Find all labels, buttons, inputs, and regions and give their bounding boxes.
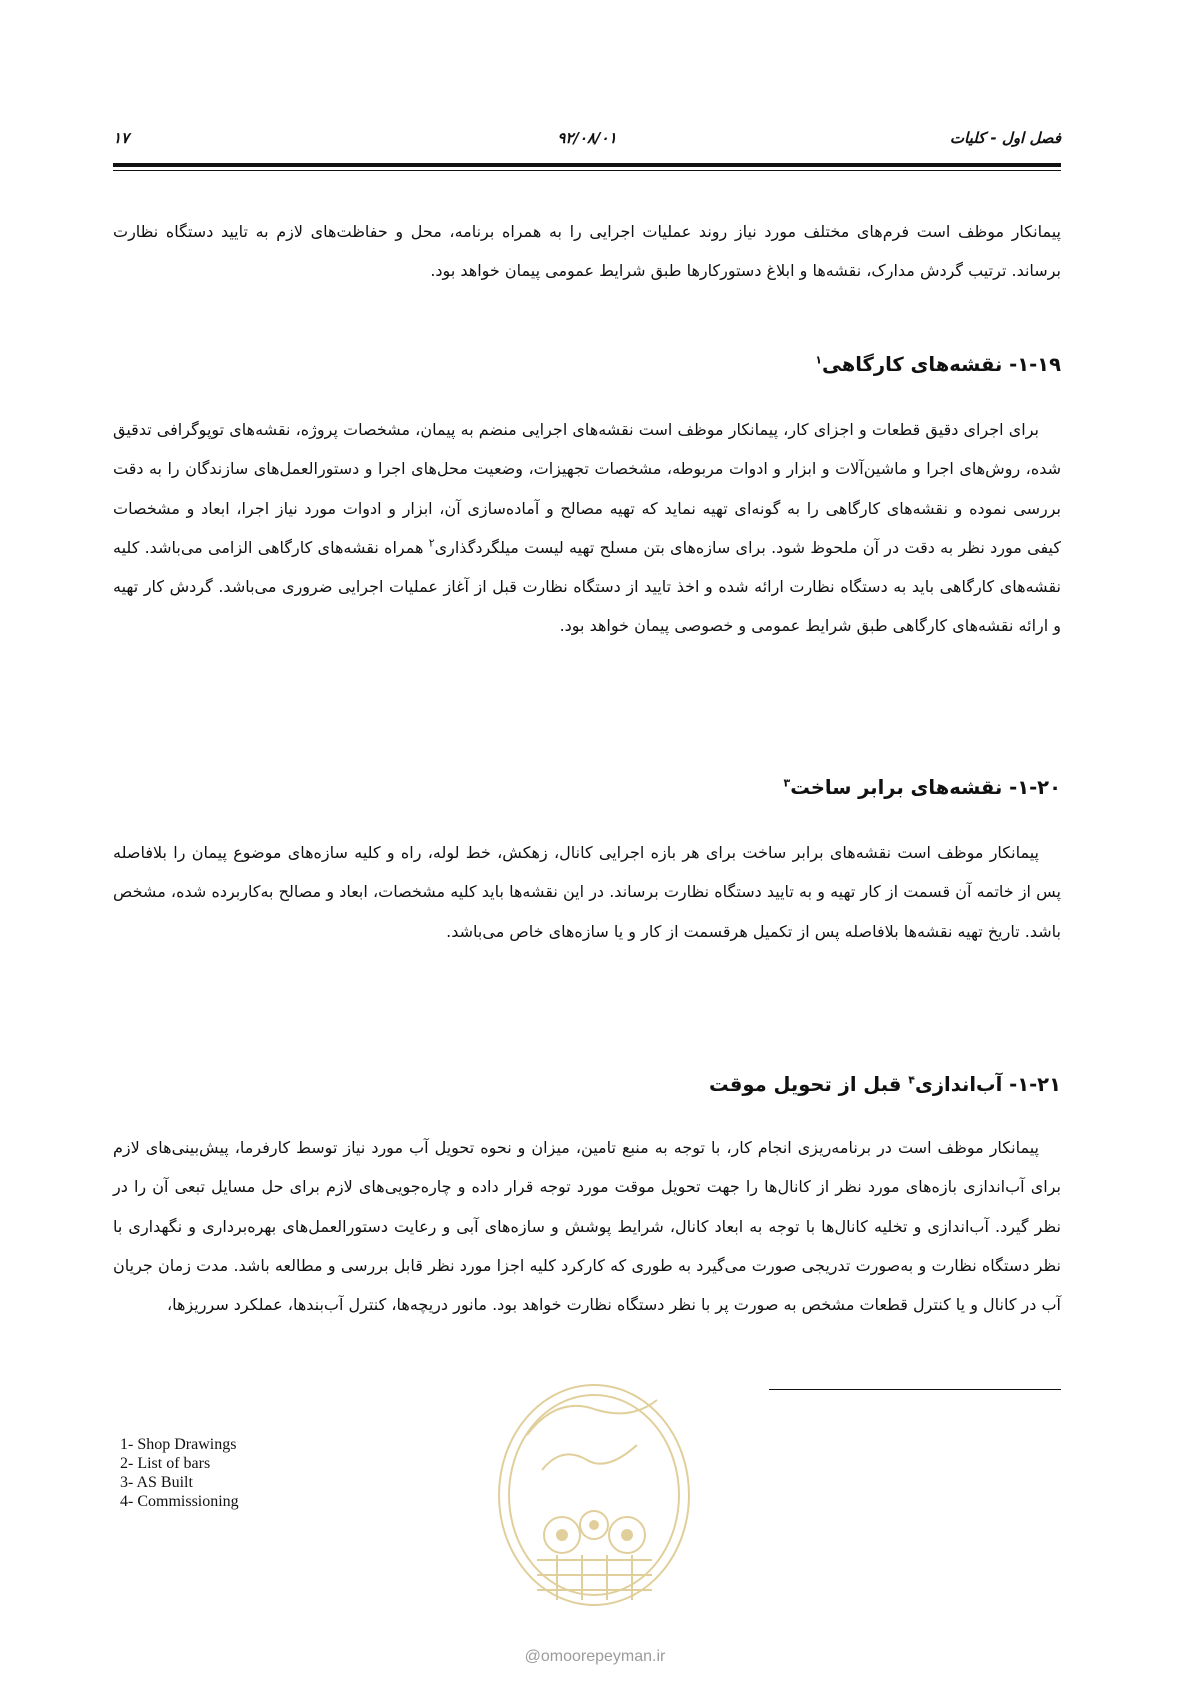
section-heading <box>113 1070 1061 1100</box>
intro-paragraph: پیمانکار موظف است فرم‌های مختلف مورد نیاز روند عملیات اجرایی را به همراه برنامه، محل و حفاظت‌های لازم به تایید دستگاه نظارت برساند. ترتیب گردش مدارک، نقشه‌ها و ابلاغ دستورکارها طبق شرایط عمومی پیمان خواهد بود. <box>113 222 1061 281</box>
inline-footnote-mark: ۲ <box>428 536 435 550</box>
watermark-url <box>490 1648 700 1666</box>
paragraph-text: برای اجرای دقیق قطعات و اجزای کار، پیمانکار موظف است نقشه‌های اجرایی منضم به پیمان، مشخصات پروژه، نقشه‌های توپوگرافی تدقیق شده، روش‌های اجرا و ماشین‌آلات و ابزار و ادوات مربوطه، مشخصات تجهیزات، وضعیت محل‌های اجرا و دستورالعمل‌های سازندگان را به دقت بررسی نموده و نقشه‌های کارگاهی را به گونه‌ای تهیه نماید که تهیه مصالح و آماده‌سازی آن، ابزار و ادوات مورد نیاز اجرا، ابعاد و مشخصات کیفی مورد نظر به دقت در آن ملحوظ شود. برای سازه‌های بتن مسلح تهیه لیست میلگردگذاری <box>113 420 1061 557</box>
section-number: ۱-۲۱- <box>1009 1073 1061 1096</box>
chapter-title: فصل اول - کلیات <box>949 129 1061 147</box>
header-rule-thin <box>113 170 1061 171</box>
section-heading <box>113 773 1061 803</box>
watermark-url-text: omoorepeyman.ir <box>540 1648 666 1665</box>
footnote-rule <box>769 1389 1061 1390</box>
section-heading-1-21 <box>113 1070 1061 1100</box>
header-date: ۹۲/۰۸/۰۱ <box>557 129 617 147</box>
section-heading <box>113 350 1061 380</box>
footnote-mark: ۳ <box>783 776 791 790</box>
watermark-logo <box>487 1375 702 1645</box>
section-title: نقشه‌های کارگاهی <box>821 353 1003 376</box>
footnote-2: 2- List of bars <box>120 1455 211 1472</box>
section-body-1-21 <box>113 1128 1061 1324</box>
section-number: ۱-۱۹- <box>1009 353 1061 376</box>
page-header <box>113 129 1061 157</box>
section-title: آب‌اندازی <box>914 1073 1003 1096</box>
section-paragraph: پیمانکار موظف است در برنامه‌ریزی انجام کار، با توجه به منبع تامین، میزان و نحوه تحویل آب مورد نیاز توسط کارفرما، پیش‌بینی‌های لازم برای آب‌اندازی بازه‌های مورد نظر از کانال‌ها را جهت تحویل موقت مورد توجه قرار داده و چاره‌جویی‌های لازم برای حل مسایل تبعی آن را در نظر گیرد. آب‌اندازی و تخلیه کانال‌ها با توجه به ابعاد کانال، شرایط پوشش و سازه‌های آبی و رعایت دستورالعمل‌های بهره‌برداری و نگهداری با نظر دستگاه نظارت و به‌صورت تدریجی صورت می‌گیرد به طوری که کارکرد کلیه اجزا مورد نظر قابل بررسی و مطالعه باشد. مدت زمان جریان آب در کانال و یا کنترل قطعات مشخص به صورت پر با نظر دستگاه نظارت خواهد بود. مانور دریچه‌ها، کنترل آب‌بندها، عملکرد سرریزها، <box>113 1138 1061 1315</box>
footnote-4: 4- Commissioning <box>120 1493 239 1510</box>
section-heading-1-20 <box>113 773 1061 803</box>
section-title: نقشه‌های برابر ساخت <box>790 776 1003 799</box>
section-paragraph <box>113 410 1061 646</box>
section-number: ۱-۲۰- <box>1009 776 1061 799</box>
footnote-1: 1- Shop Drawings <box>120 1436 237 1453</box>
section-body-1-20 <box>113 833 1061 951</box>
footnotes <box>120 1435 239 1511</box>
section-heading-1-19 <box>113 350 1061 380</box>
footnote-mark: ۴ <box>908 1073 915 1087</box>
footnote-3: 3- AS Built <box>120 1474 193 1491</box>
section-paragraph: پیمانکار موظف است نقشه‌های برابر ساخت برای هر بازه اجرایی کانال، زهکش، خط لوله، راه و کلیه سازه‌های موضوع پیمان را بلافاصله پس از خاتمه آن قسمت از کار تهیه و به تایید دستگاه نظارت برساند. در این نقشه‌ها باید کلیه مشخصات، ابعاد و مصالح به‌کاربرده شده، مشخص باشد. تاریخ تهیه نقشه‌ها بلافاصله پس از تکمیل هرقسمت از کار و یا سازه‌های خاص می‌باشد. <box>113 843 1061 941</box>
at-icon: @ <box>524 1648 541 1665</box>
paragraph-text: همراه نقشه‌های کارگاهی الزامی می‌باشد. کلیه نقشه‌های کارگاهی باید به دستگاه نظارت ارائه شده و اخذ تایید از دستگاه نظارت قبل از آغاز عملیات اجرایی ضروری می‌باشد. گردش کار تهیه و ارائه نقشه‌های کارگاهی طبق شرایط عمومی و خصوصی پیمان خواهد بود. <box>113 537 1061 636</box>
footnote-mark: ۱ <box>815 353 822 367</box>
section-body-1-19 <box>113 410 1061 646</box>
header-rule-thick <box>113 163 1061 167</box>
intro-block <box>113 212 1061 291</box>
section-title-cont: قبل از تحویل موقت <box>708 1073 909 1096</box>
page-number: ۱۷ <box>113 129 130 147</box>
